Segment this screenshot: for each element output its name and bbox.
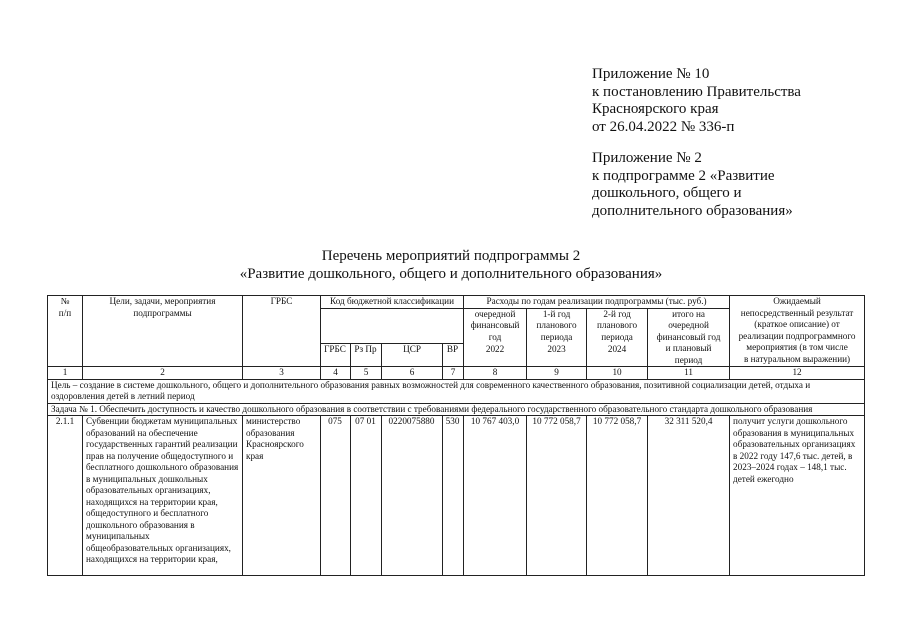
header-year3-label: 2-й год планового периода bbox=[587, 308, 648, 344]
header-year-2023: 2023 bbox=[527, 344, 587, 367]
header-year2-label: 1-й год планового периода bbox=[527, 308, 587, 344]
activity-name: Субвенции бюджетам муниципальных образований на обеспечение государственных гарантий реализации прав на получение общедоступного и бесплатного дошкольного образования в муниципальных дошкольных образовательных организациях, находящихся на территории края, общедоступного и бесплатного дошкольного образования в муниципальных общеобразовательных организациях, находящихся на территории края, bbox=[83, 416, 243, 576]
header-goals: Цели, задачи, мероприятия подпрограммы bbox=[83, 296, 243, 367]
column-number: 2 bbox=[83, 367, 243, 380]
activity-code-grbs: 075 bbox=[321, 416, 351, 576]
header-number: № п/п bbox=[48, 296, 83, 367]
header-budget-code: Код бюджетной классификации bbox=[321, 296, 464, 309]
column-number: 12 bbox=[730, 367, 865, 380]
annex-2-header: Приложение № 2 к подпрограмме 2 «Развитие дошкольного, общего и дополнительного образования» bbox=[592, 150, 793, 219]
document-title: Перечень мероприятий подпрограммы 2 bbox=[321, 248, 581, 264]
header-code-csr: ЦСР bbox=[382, 344, 443, 367]
activity-expense-2024: 10 772 058,7 bbox=[587, 416, 648, 576]
header-year1-label: очередной финансовый год bbox=[464, 308, 527, 344]
column-number: 11 bbox=[648, 367, 730, 380]
annex-10-header: Приложение № 10 к постановлению Правительства Красноярского края от 26.04.2022 № 336-п bbox=[592, 66, 801, 135]
activity-grbs: министерство образования Красноярского края bbox=[243, 416, 321, 576]
header-grbs: ГРБС bbox=[243, 296, 321, 367]
column-number: 5 bbox=[351, 367, 382, 380]
header-expenses: Расходы по годам реализации подпрограммы (тыс. руб.) bbox=[464, 296, 730, 309]
header-code-vr: ВР bbox=[443, 344, 464, 367]
document-subtitle: «Развитие дошкольного, общего и дополнительного образования» bbox=[239, 266, 663, 282]
activity-expense-total: 32 311 520,4 bbox=[648, 416, 730, 576]
column-number: 8 bbox=[464, 367, 527, 380]
activity-code-vr: 530 bbox=[443, 416, 464, 576]
column-number: 6 bbox=[382, 367, 443, 380]
activity-expense-2022: 10 767 403,0 bbox=[464, 416, 527, 576]
activity-expense-2023: 10 772 058,7 bbox=[527, 416, 587, 576]
header-year-2024: 2024 bbox=[587, 344, 648, 367]
activity-expected-result: получит услуги дошкольного образования в муниципальных образовательных организациях в 2022 году 147,6 тыс. детей, в 2023–2024 годах – 148,1 тыс. детей ежегодно bbox=[730, 416, 865, 576]
column-number: 9 bbox=[527, 367, 587, 380]
header-expected-result: Ожидаемый непосредственный результат (краткое описание) от реализации подпрограммного мероприятия (в том числе в натуральном выражении) bbox=[730, 296, 865, 367]
header-code-blank bbox=[321, 308, 464, 344]
activity-code-csr: 0220075880 bbox=[382, 416, 443, 576]
goal-row: Цель – создание в системе дошкольного, общего и дополнительного образования равных возможностей для современного качественного образования, позитивной социализации детей, отдыха и оздоровления детей в летний период bbox=[48, 379, 865, 403]
header-code-rzpr: Рз Пр bbox=[351, 344, 382, 367]
activity-number: 2.1.1 bbox=[48, 416, 83, 576]
column-number: 1 bbox=[48, 367, 83, 380]
header-code-grbs: ГРБС bbox=[321, 344, 351, 367]
activity-code-rzpr: 07 01 bbox=[351, 416, 382, 576]
activities-table bbox=[47, 295, 865, 576]
header-year-2022: 2022 bbox=[464, 344, 527, 367]
column-number: 10 bbox=[587, 367, 648, 380]
header-total: итого на очередной финансовый год и плановый период bbox=[648, 308, 730, 367]
column-number: 4 bbox=[321, 367, 351, 380]
column-number: 3 bbox=[243, 367, 321, 380]
task-row: Задача № 1. Обеспечить доступность и качество дошкольного образования в соответствии с требованиями федерального государственного образовательного стандарта дошкольного образования bbox=[48, 403, 865, 416]
column-number: 7 bbox=[443, 367, 464, 380]
